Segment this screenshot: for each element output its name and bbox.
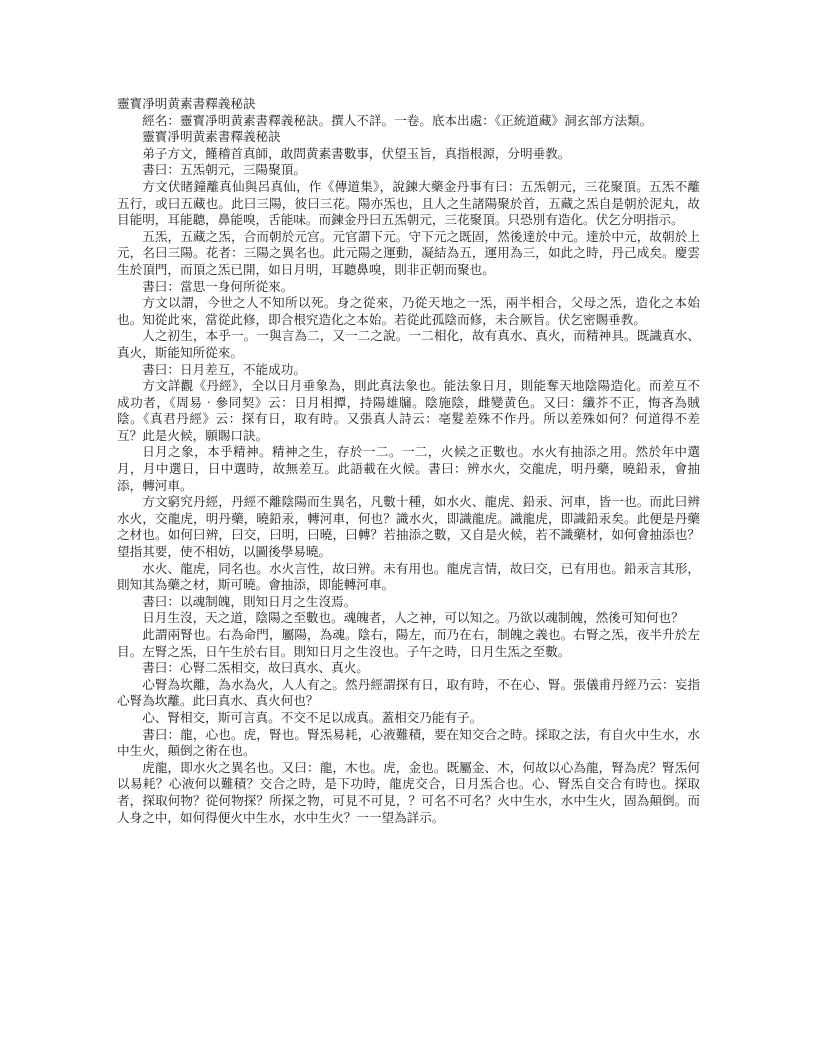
paragraph: 心腎為坎離，為水為火，人人有之。然丹經謂探有日，取有時，不在心、腎。張儀甫丹經乃云：妄指心腎為坎離。此曰真水、真火何也？ <box>117 676 700 709</box>
paragraph: 方文伏睹鐘離真仙與呂真仙，作《傳道集》，說鍊大藥金丹事有曰：五炁朝元，三花聚頂。五炁不離五行，或曰五藏也。此曰三陽，彼曰三花。陽亦炁也，且人之生諸陽聚於首，五藏之炁自是朝於泥丸，故目能明，耳能聽，鼻能嗅，舌能味。而鍊金丹曰五炁朝元，三花聚頂。只恐別有造化。伏乞分明指示。 <box>117 178 700 228</box>
paragraph: 書曰：以魂制魄，則知日月之生沒焉。 <box>142 593 357 609</box>
paragraph: 人之初生，本乎一。一與言為二，又一二之說。一二相化，故有真水、真火，而精神具。既識真水、真火，斯能知所從來。 <box>117 328 700 360</box>
paragraph: 心、腎相交，斯可言真。不交不足以成真。蓋相交乃能有子。 <box>142 709 483 725</box>
paragraph: 方文以謂，今世之人不知所以死。身之從來，乃從天地之一炁，兩半相合，父母之炁，造化之本始也。知從此來，當從此修，即合根究造化之本始。若從此孤陰而修，未合厥旨。伏乞密賜垂教。 <box>117 295 700 327</box>
paragraph: 五炁，五藏之炁，合而朝於元宫。元官謂下元。守下元之既固，然後達於中元。達於中元，故朝於上元，名曰三陽。花者：三陽之異名也。此元陽之運動，凝結為五，運用為三，如此之時，丹己成矣。慶雲生於頂門，而頂之炁已開，如日月明，耳聽鼻嗅，則非正朝而聚也。 <box>117 228 700 277</box>
page-title: 靈寳凈明黄素書釋義秘訣 <box>117 96 256 111</box>
paragraph: 書曰：日月差互，不能成功。 <box>142 361 306 377</box>
paragraph: 書曰：五炁朝元，三陽聚頂。 <box>142 162 306 178</box>
paragraph: 日月之象，本乎精神。精神之生，存於一二。一二，火候之正數也。水火有抽添之用。然於年中選月，月中選日，日中選時，故無差互。此語載在火候。書曰：辨水火，交龍虎，明丹藥，曉鉛汞，會抽添，轉河車。 <box>117 444 700 493</box>
paragraph: 虎龍，即水火之異名也。又曰：龍，木也。虎，金也。既屬金、木，何故以心為龍，腎為虎？腎炁何以易耗？心液何以難積？交合之時，是下功時，龍虎交合，日月炁合也。心、腎炁自交合有時也。探取者，探取何物？從何物探？所探之物，可見不可見，？可名不可名？火中生水，水中生火，固為顛倒。而人身之中，如何得便火中生水，水中生火？一一望為詳示。 <box>117 759 700 825</box>
paragraph: 經名：靈寳凈明黄素書釋義秘訣。撰人不詳。一卷。底本出處：《正統道藏》洞玄部方法類。 <box>142 112 653 128</box>
paragraph: 弟子方文，饉稽首真師，敢問黄素書數事，伏望玉旨，真指根源，分明垂教。 <box>142 145 571 161</box>
paragraph: 書曰：心腎二炁相交，故曰真水、真火。 <box>142 660 369 676</box>
paragraph: 書曰：當思一身何所從來。 <box>142 278 294 294</box>
paragraph: 此謂兩腎也。右為命門，屬陽，為魂。陰右，陽左，而乃在右，制魄之義也。右腎之炁，夜半升於左目。左腎之炁，日午生於右目。則知日月之生沒也。子午之時，日月生炁之至數。 <box>117 627 700 659</box>
paragraph: 水火、龍虎，同名也。水火言性，故曰辨。未有用也。龍虎言情，故曰交，已有用也。鉛汞言其形，則知其為藥之材，斯可曉。會抽添，即能轉河車。 <box>117 560 700 593</box>
paragraph: 方文詳觀《丹經》，全以日月垂象為，則此真法象也。能法象日月，則能奪天地陰陽造化。而差互不成功者，《周易‧參同契》云：日月相撢，持陽雄牖。陰施陰，雌變黄色。又曰：纖芥不正，悔吝為賊陰。《真君丹經》云：探有日，取有時。又張真人詩云：亳髮差殊不作丹。所以差殊如何？何道得不差互？此是火候，願賜口訣。 <box>117 378 700 443</box>
paragraph: 日月生沒，天之道，陰陽之至數也。魂魄者，人之神，可以知之。乃欲以魂制魄，然後可知何也？ <box>142 610 684 626</box>
document-body <box>117 113 700 827</box>
paragraph: 方文窮究丹經，丹經不離陰陽而生異名，凡數十種，如水火、龍虎、鉛汞、河車，皆一也。而此曰辨水火，交龍虎，明丹藥，曉鉛汞，轉河車，何也？識水火，即識龍虎。識龍虎，即識鉛汞矣。此便是丹藥之材也。如何曰辨，曰交，曰明，曰曉，曰轉？若抽添之數，又自是火候，若不識藥材，如何會抽添也？望指其要，使不相妨，以圖後學易曉。 <box>117 494 700 560</box>
paragraph: 書曰：龍，心也。虎，腎也。腎炁易耗，心液難積，要在知交合之時。採取之法，有自火中生水，水中生火，顛倒之術在也。 <box>117 726 700 759</box>
paragraph: 靈寳凈明黄素書釋義秘訣 <box>142 129 281 145</box>
